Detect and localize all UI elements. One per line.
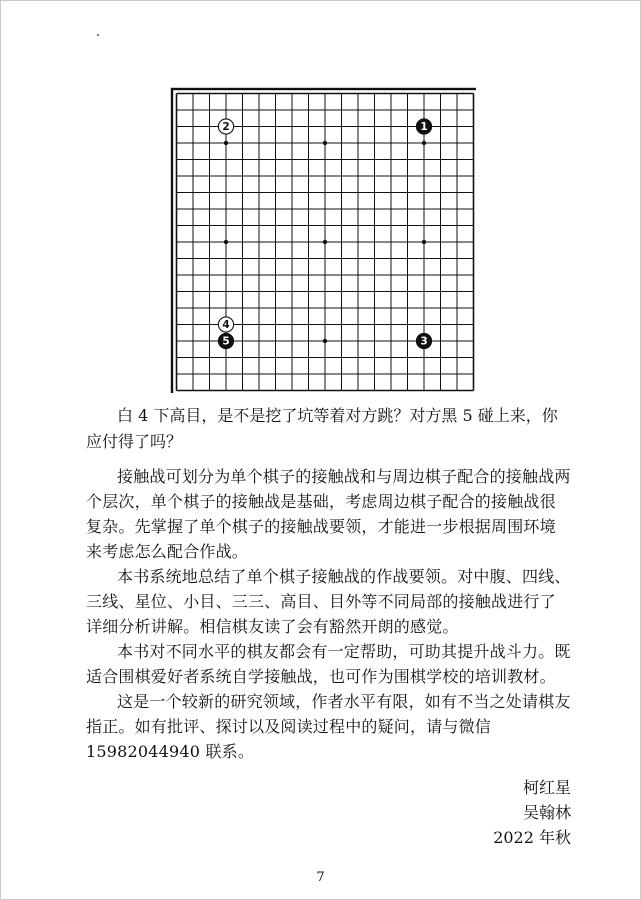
black-stone-5 bbox=[218, 333, 233, 348]
black-stone-1 bbox=[416, 119, 431, 134]
svg-text:5: 5 bbox=[222, 335, 230, 348]
star-point bbox=[323, 339, 327, 343]
svg-text:3: 3 bbox=[420, 335, 428, 348]
svg-text:1: 1 bbox=[420, 121, 428, 134]
signature-date: 2022 年秋 bbox=[493, 828, 571, 847]
paragraph-1: 接触战可划分为单个棋子的接触战和与周边棋子配合的接触战两个层次，单个棋子的接触战是基础，考虑周边棋子配合的接触战很复杂。先掌握了单个棋子的接触战要领，才能进一步根据周围环境来考虑怎么配合作战。 bbox=[86, 467, 571, 561]
white-stone-2 bbox=[218, 119, 233, 134]
author-name-2: 吴翰林 bbox=[522, 803, 571, 822]
star-point bbox=[323, 141, 327, 145]
svg-text:2: 2 bbox=[222, 121, 230, 134]
paragraph-2: 本书系统地总结了单个棋子接触战的作战要领。对中腹、四线、三线、星位、小目、三三、高目、目外等不同局部的接触战进行了详细分析讲解。相信棋友读了会有豁然开朗的感觉。 bbox=[86, 567, 571, 636]
go-board-diagram bbox=[170, 87, 476, 393]
white-stone-4 bbox=[218, 317, 233, 332]
paragraph-3: 本书对不同水平的棋友都会有一定帮助，可助其提升战斗力。既适合围棋爱好者系统自学接触战，也可作为围棋学校的培训教材。 bbox=[86, 642, 571, 686]
star-point bbox=[224, 141, 228, 145]
star-point bbox=[323, 240, 327, 244]
preface-body bbox=[86, 464, 571, 764]
page-number: 7 bbox=[316, 870, 325, 885]
signature-block bbox=[493, 775, 571, 850]
diagram-caption: 白 4 下高目，是不是挖了坑等着对方跳？对方黑 5 碰上来，你应付得了吗？ bbox=[86, 406, 558, 451]
svg-text:4: 4 bbox=[222, 319, 230, 332]
scan-speck bbox=[97, 34, 99, 36]
go-board bbox=[170, 87, 476, 393]
star-point bbox=[422, 240, 426, 244]
black-stone-3 bbox=[416, 333, 431, 348]
paragraph-4: 这是一个较新的研究领域，作者水平有限，如有不当之处请棋友指正。如有批评、探讨以及阅读过程中的疑问，请与微信 15982044940 联系。 bbox=[86, 692, 571, 761]
star-point bbox=[224, 240, 228, 244]
star-point bbox=[422, 141, 426, 145]
author-name-1: 柯红星 bbox=[522, 778, 571, 797]
